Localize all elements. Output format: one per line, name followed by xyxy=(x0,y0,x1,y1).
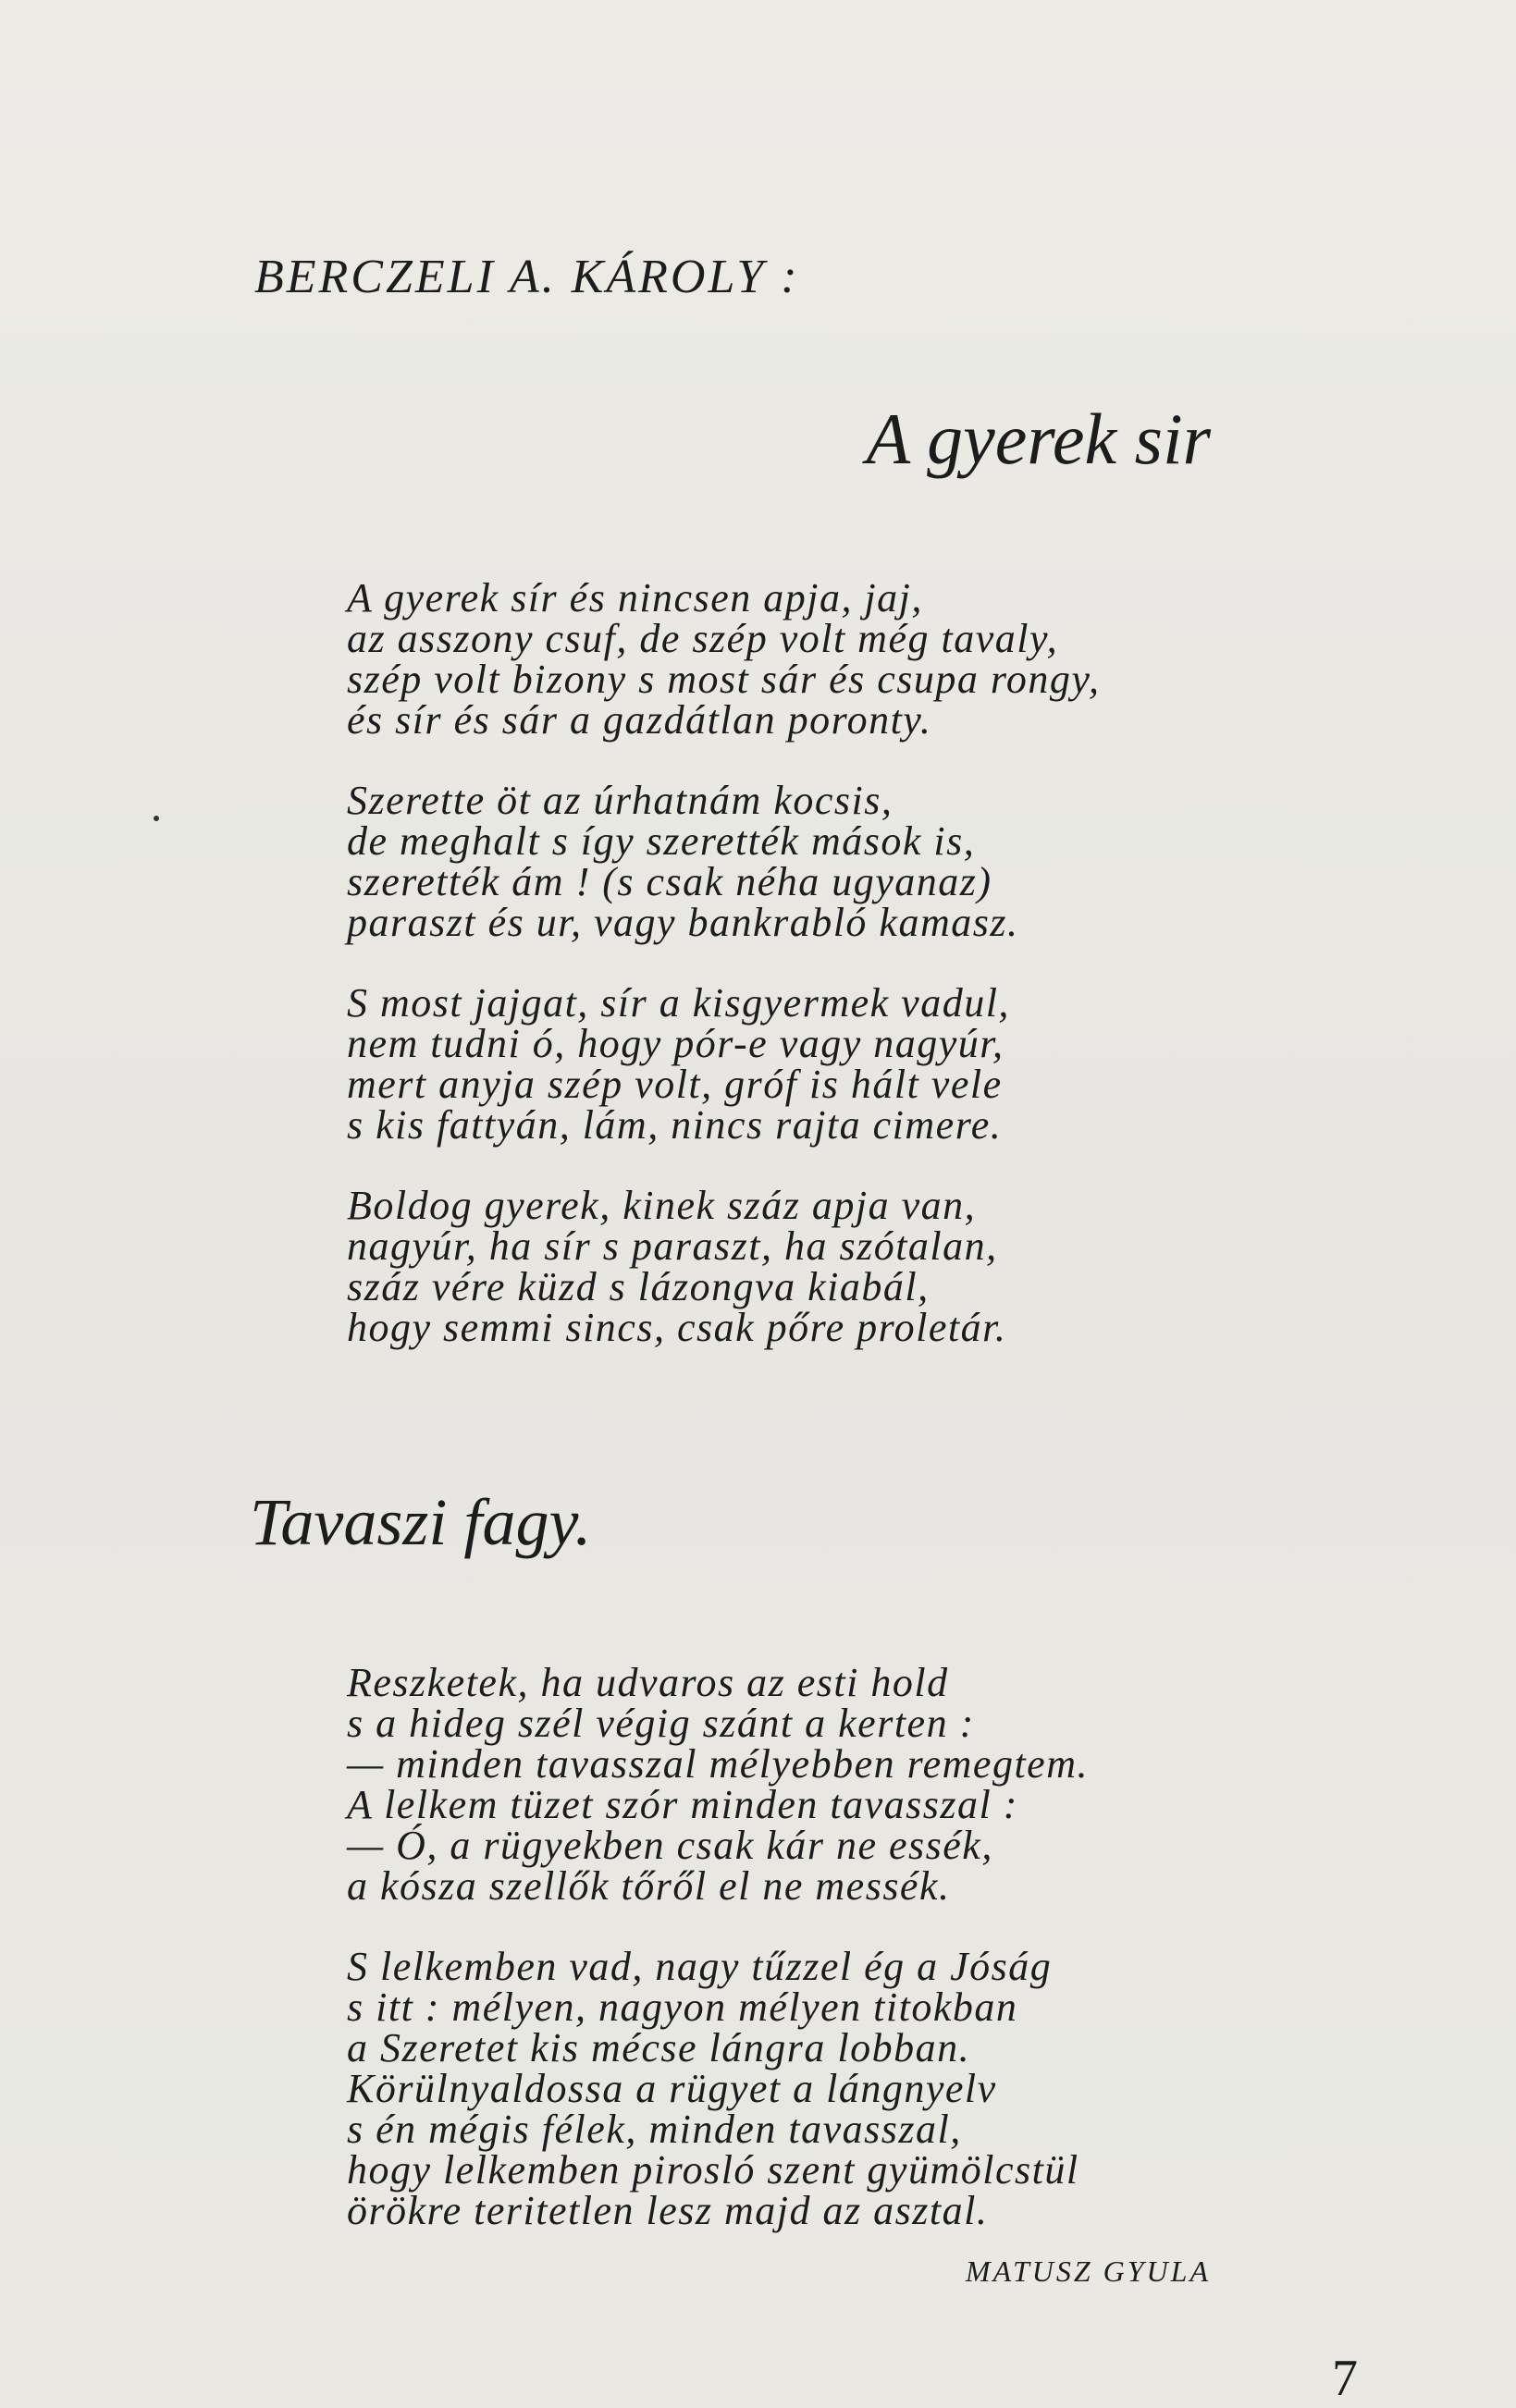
poem-line: s kis fattyán, lám, nincs rajta cimere. xyxy=(347,1102,1003,1148)
poem-signature: MATUSZ GYULA xyxy=(965,2254,1211,2288)
poem-line: hogy lelkemben pirosló szent gyümölcstül xyxy=(347,2147,1079,2193)
poem-line: paraszt és ur, vagy bankrabló kamasz. xyxy=(347,900,1019,945)
page-number: 7 xyxy=(1332,2350,1358,2407)
ink-speck xyxy=(154,816,159,821)
poem-line: szerették ám ! (s csak néha ugyanaz) xyxy=(347,859,992,904)
poem-line: és sír és sár a gazdátlan poronty. xyxy=(347,697,932,743)
stanza xyxy=(347,1944,1089,2233)
poem-line: Körülnyaldossa a rügyet a lángnyelv xyxy=(347,2066,997,2111)
poem-line: Szerette öt az úrhatnám kocsis, xyxy=(347,778,894,823)
poem-line: a Szeretet kis mécse lángra lobban. xyxy=(347,2025,971,2070)
poem-line: S lelkemben vad, nagy tűzzel ég a Jóság xyxy=(347,1944,1053,1989)
poem-line: nagyúr, ha sír s paraszt, ha szótalan, xyxy=(347,1223,998,1269)
poem-line: A gyerek sír és nincsen apja, jaj, xyxy=(347,575,923,620)
poem-line: a kósza szellők tőről el ne messék. xyxy=(347,1863,951,1909)
show-through-text xyxy=(906,250,927,303)
poem-title-2: Tavaszi fagy. xyxy=(250,1485,592,1559)
stanza xyxy=(347,980,1101,1148)
stanza xyxy=(347,780,1101,943)
author-name: BERCZELI A. KÁROLY : xyxy=(254,251,800,303)
poem-line: száz vére küzd s lázongva kiabál, xyxy=(347,1264,930,1309)
poem-2-body xyxy=(347,1660,1089,2271)
poem-line: örökre teritetlen lesz majd az asztal. xyxy=(347,2188,989,2233)
poem-line: az asszony csuf, de szép volt még tavaly, xyxy=(347,616,1059,661)
poem-line: Boldog gyerek, kinek száz apja van, xyxy=(347,1183,977,1228)
poem-line: szép volt bizony s most sár és csupa rongy, xyxy=(347,657,1101,702)
poem-line: A lelkem tüzet szór minden tavasszal : xyxy=(347,1782,1018,1827)
poem-1-body xyxy=(347,575,1101,1388)
poem-line: nem tudni ó, hogy pór-e vagy nagyúr, xyxy=(347,1021,1005,1066)
poem-line: Reszketek, ha udvaros az esti hold xyxy=(347,1660,949,1705)
poem-line: de meghalt s így szerették mások is, xyxy=(347,818,976,864)
stanza xyxy=(347,575,1101,743)
poem-line: s én mégis félek, minden tavasszal, xyxy=(347,2107,962,2152)
stanza xyxy=(347,1660,1089,1909)
poem-line: — Ó, a rügyekben csak kár ne essék, xyxy=(347,1823,993,1868)
poem-line: hogy semmi sincs, csak pőre proletár. xyxy=(347,1305,1007,1350)
stanza xyxy=(347,1183,1101,1350)
poem-line: s a hideg szél végig szánt a kerten : xyxy=(347,1701,975,1746)
poem-title-1: A gyerek sir xyxy=(866,399,1211,479)
poem-line: s itt : mélyen, nagyon mélyen titokban xyxy=(347,1984,1018,2030)
poem-line: — minden tavasszal mélyebben remegtem. xyxy=(347,1741,1089,1787)
poem-line: S most jajgat, sír a kisgyermek vadul, xyxy=(347,980,1010,1026)
poem-line: mert anyja szép volt, gróf is hált vele xyxy=(347,1062,1003,1107)
